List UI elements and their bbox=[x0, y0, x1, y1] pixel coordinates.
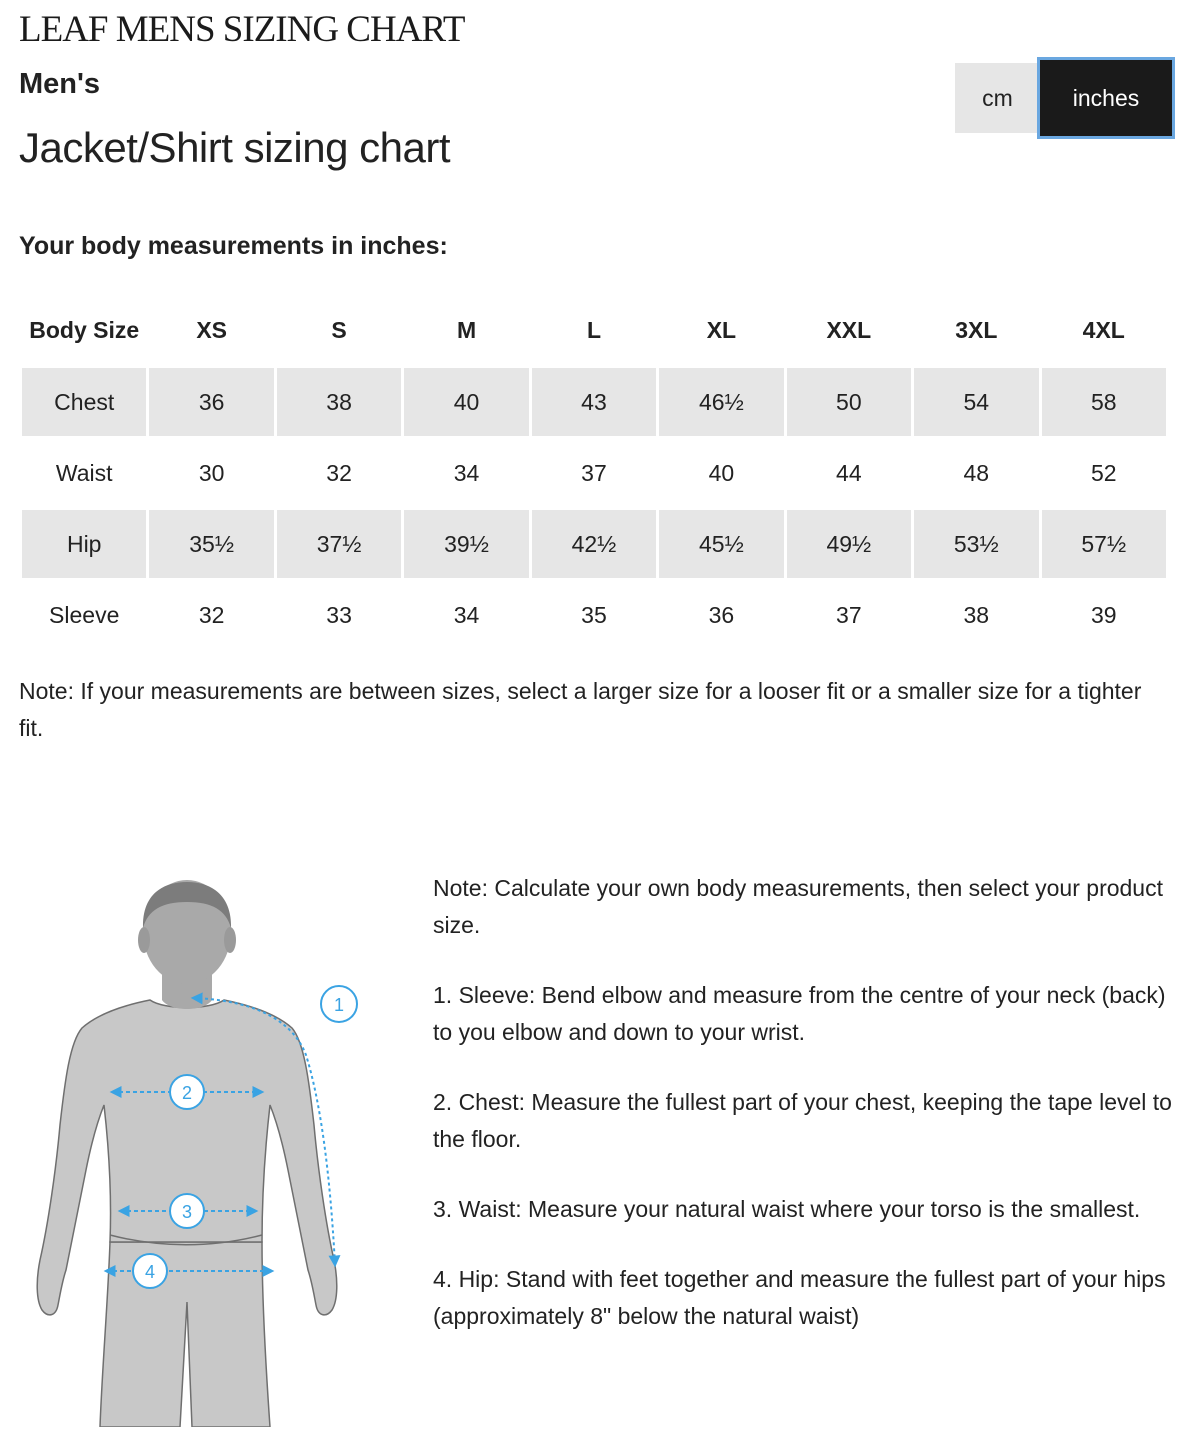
marker-3-label: 3 bbox=[181, 1202, 193, 1222]
table-cell: 57½ bbox=[1042, 510, 1167, 578]
table-cell: 36 bbox=[149, 368, 273, 436]
size-note: Note: If your measurements are between sizes, select a larger size for a looser fit or a smaller size for a tighter fit. bbox=[19, 678, 1142, 741]
table-cell: 37 bbox=[836, 601, 862, 628]
left-ear-shape bbox=[138, 927, 150, 953]
table-cell: 53½ bbox=[914, 510, 1038, 578]
table-cell: 58 bbox=[1042, 368, 1167, 436]
table-cell: 45½ bbox=[659, 510, 783, 578]
table-row-waist bbox=[22, 439, 1166, 507]
table-cell: 32 bbox=[326, 459, 352, 486]
right-ear-shape bbox=[224, 927, 236, 953]
table-cell: 39½ bbox=[404, 510, 528, 578]
instruction-hip: 4. Hip: Stand with feet together and measure the fullest part of your hips (approximately 8" below the natural waist) bbox=[433, 1266, 1166, 1329]
table-cell: 36 bbox=[708, 601, 735, 628]
measurements-label: Your body measurements in inches: bbox=[19, 232, 448, 260]
table-cell: 49½ bbox=[787, 510, 911, 578]
marker-2-label: 2 bbox=[181, 1083, 193, 1103]
marker-1-label: 1 bbox=[333, 995, 345, 1015]
table-cell: 54 bbox=[914, 368, 1038, 436]
unit-cm-button[interactable]: cm bbox=[955, 63, 1040, 133]
table-cell: 35½ bbox=[149, 510, 273, 578]
table-row-chest bbox=[22, 368, 1166, 436]
table-cell: 37 bbox=[581, 459, 607, 486]
table-cell: 34 bbox=[453, 459, 480, 486]
table-cell: 48 bbox=[963, 459, 990, 486]
table-cell: 37½ bbox=[277, 510, 401, 578]
header-body-size: Body Size bbox=[29, 316, 140, 343]
table-cell: 42½ bbox=[532, 510, 656, 578]
unit-toggle bbox=[955, 63, 1169, 133]
row-label: Waist bbox=[55, 459, 113, 486]
header-m: M bbox=[456, 316, 477, 343]
table-cell: 50 bbox=[787, 368, 911, 436]
row-label: Chest bbox=[22, 368, 146, 436]
header-xxl: XXL bbox=[826, 316, 872, 343]
table-row-sleeve bbox=[22, 581, 1166, 649]
size-table bbox=[19, 292, 1169, 652]
table-cell: 43 bbox=[532, 368, 656, 436]
body-figure-icon bbox=[30, 870, 400, 1427]
table-cell: 38 bbox=[277, 368, 401, 436]
table-cell: 39 bbox=[1090, 601, 1117, 628]
instruction-waist: 3. Waist: Measure your natural waist where your torso is the smallest. bbox=[433, 1196, 1141, 1222]
row-label: Hip bbox=[22, 510, 146, 578]
header-xl: XL bbox=[706, 316, 737, 343]
table-cell: 30 bbox=[198, 459, 225, 486]
table-cell: 35 bbox=[581, 601, 607, 628]
table-cell: 32 bbox=[198, 601, 225, 628]
header-s: S bbox=[331, 316, 347, 343]
table-cell: 34 bbox=[453, 601, 480, 628]
measurement-figure bbox=[30, 870, 400, 1427]
table-cell: 44 bbox=[836, 459, 862, 486]
legs-shape bbox=[100, 1242, 270, 1427]
chart-heading: Jacket/Shirt sizing chart bbox=[19, 124, 451, 171]
instruction-sleeve: 1. Sleeve: Bend elbow and measure from the centre of your neck (back) to you elbow and down to your wrist. bbox=[433, 982, 1166, 1045]
header-xs: XS bbox=[196, 316, 227, 343]
header-3xl: 3XL bbox=[955, 316, 998, 343]
table-cell: 38 bbox=[963, 601, 990, 628]
table-cell: 40 bbox=[708, 459, 735, 486]
header-l: L bbox=[586, 316, 601, 343]
table-header-row bbox=[22, 295, 1166, 365]
gender-label: Men's bbox=[19, 68, 101, 100]
header-4xl: 4XL bbox=[1082, 316, 1125, 343]
unit-inches-button[interactable]: inches bbox=[1043, 63, 1169, 133]
table-cell: 33 bbox=[326, 601, 352, 628]
row-label: Sleeve bbox=[49, 601, 120, 628]
page-title: LEAF MENS SIZING CHART bbox=[19, 9, 465, 50]
instruction-intro: Note: Calculate your own body measurements, then select your product size. bbox=[433, 875, 1163, 938]
instruction-chest: 2. Chest: Measure the fullest part of your chest, keeping the tape level to the floor. bbox=[433, 1089, 1172, 1152]
marker-4-label: 4 bbox=[144, 1262, 156, 1282]
measurement-instructions bbox=[433, 870, 1173, 1368]
table-cell: 52 bbox=[1090, 459, 1117, 486]
table-cell: 40 bbox=[404, 368, 528, 436]
table-cell: 46½ bbox=[659, 368, 783, 436]
table-row-hip bbox=[22, 510, 1166, 578]
